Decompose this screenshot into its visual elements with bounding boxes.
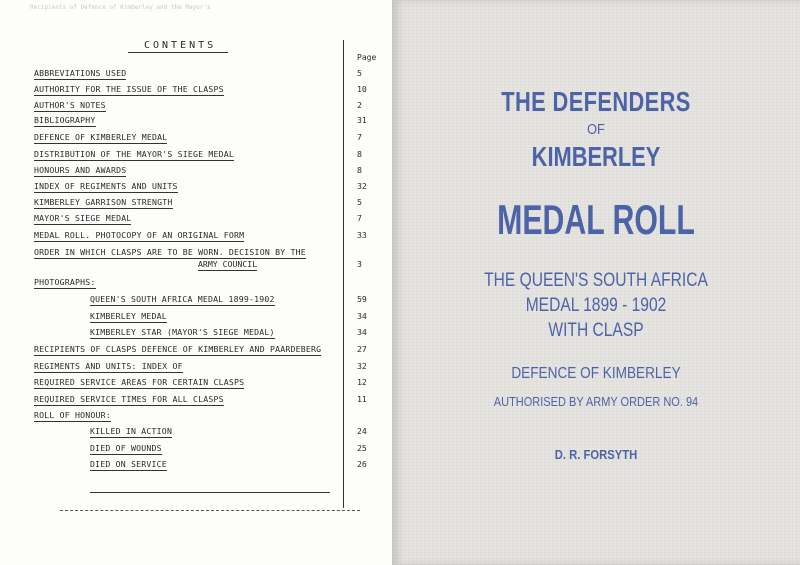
contents-entry-page: 7 [357, 213, 362, 223]
contents-row [0, 344, 392, 358]
cover-main-title: MEDAL ROLL [497, 196, 695, 243]
contents-entry-page: 27 [357, 344, 367, 354]
contents-entry-page: 24 [357, 426, 367, 436]
contents-entry-label: KIMBERLEY STAR (MAYOR'S SIEGE MEDAL) [90, 327, 275, 337]
contents-entry-page: 33 [357, 230, 367, 240]
faint-header-text: Recipients of Defence of Kimberley and the Mayor's [30, 4, 211, 11]
contents-entry-label: RECIPIENTS OF CLASPS DEFENCE OF KIMBERLEY AND PAARDEBERG [34, 344, 322, 354]
contents-entry-page: 10 [357, 84, 367, 94]
contents-row [0, 443, 392, 457]
contents-row [0, 84, 392, 98]
contents-entry-page: 25 [357, 443, 367, 453]
contents-entry-label: BIBLIOGRAPHY [34, 115, 96, 125]
contents-entry-label: REQUIRED SERVICE AREAS FOR CERTAIN CLASPS [34, 377, 245, 387]
contents-entry-label: DEFENCE OF KIMBERLEY MEDAL [34, 132, 168, 142]
bottom-rule-dashed [60, 510, 360, 511]
contents-row [0, 100, 392, 114]
contents-entry-page: 32 [357, 181, 367, 191]
contents-row [0, 311, 392, 325]
contents-entry-label: REQUIRED SERVICE TIMES FOR ALL CLASPS [34, 394, 224, 404]
cover-subtitle-line3: WITH CLASP [548, 320, 644, 341]
contents-entry-label: HONOURS AND AWARDS [34, 165, 127, 175]
contents-title: CONTENTS [144, 40, 217, 51]
contents-row [0, 115, 392, 129]
contents-entry-label: DIED OF WOUNDS [90, 443, 162, 453]
contents-row [0, 459, 392, 473]
cover-subtitle [429, 268, 764, 343]
contents-row [0, 377, 392, 391]
contents-entry-page: 31 [357, 115, 367, 125]
contents-entry-label: INDEX OF REGIMENTS AND UNITS [34, 181, 178, 191]
contents-entry-page: 32 [357, 361, 367, 371]
contents-row [0, 361, 392, 375]
contents-entry-label: PHOTOGRAPHS: [34, 277, 96, 287]
cover-author: D. R. FORSYTH [554, 448, 638, 462]
contents-row [0, 247, 392, 269]
contents-row [0, 197, 392, 211]
contents-row [0, 165, 392, 179]
cover-authorised: AUTHORISED BY ARMY ORDER NO. 94 [493, 395, 699, 409]
contents-entry-page: 3 [357, 259, 362, 269]
contents-entry-label: DISTRIBUTION OF THE MAYOR'S SIEGE MEDAL [34, 149, 235, 159]
contents-row [0, 410, 392, 424]
contents-entry-label: AUTHORITY FOR THE ISSUE OF THE CLASPS [34, 84, 224, 94]
contents-entry-page: 34 [357, 327, 367, 337]
contents-entry-page: 59 [357, 294, 367, 304]
contents-entry-label: REGIMENTS AND UNITS: INDEX OF [34, 361, 183, 371]
bottom-rule [90, 492, 330, 493]
cover-title-of: OF [587, 121, 605, 138]
cover-subtitle-line1: THE QUEEN'S SOUTH AFRICA [484, 270, 708, 291]
contents-row [0, 327, 392, 341]
contents-row [0, 181, 392, 195]
contents-entry-label: KILLED IN ACTION [90, 426, 173, 436]
contents-row [0, 132, 392, 146]
contents-entry-page: 5 [357, 197, 362, 207]
cover-subtitle-line2: MEDAL 1899 - 1902 [525, 295, 667, 316]
cover-title-defenders: THE DEFENDERS [501, 86, 691, 117]
contents-entry-label: AUTHOR'S NOTES [34, 100, 106, 110]
contents-page [0, 0, 392, 565]
contents-entry-page: 8 [357, 165, 362, 175]
contents-row [0, 68, 392, 82]
cover-defence: DEFENCE OF KIMBERLEY [511, 365, 681, 382]
contents-entry-label: ABBREVIATIONS USED [34, 68, 127, 78]
contents-entry-page: 7 [357, 132, 362, 142]
contents-row [0, 213, 392, 227]
contents-row [0, 230, 392, 244]
title-underline [128, 52, 228, 53]
contents-entry-label: ROLL OF HONOUR: [34, 410, 111, 420]
contents-entry-page: 34 [357, 311, 367, 321]
contents-entry-label: KIMBERLEY GARRISON STRENGTH [34, 197, 173, 207]
contents-entry-label: QUEEN'S SOUTH AFRICA MEDAL 1899-1902 [90, 294, 275, 304]
contents-entry-page: 5 [357, 68, 362, 78]
contents-entry-label: MEDAL ROLL. PHOTOCOPY OF AN ORIGINAL FORM [34, 230, 245, 240]
contents-entry-page: 12 [357, 377, 367, 387]
page-column-header: Page [357, 53, 377, 62]
contents-entry-page: 8 [357, 149, 362, 159]
contents-row [0, 426, 392, 440]
book-cover [392, 0, 800, 565]
contents-row [0, 277, 392, 291]
contents-entry-label: ORDER IN WHICH CLASPS ARE TO BE WORN. DECISION BY THE [34, 247, 306, 257]
contents-entry-label: MAYOR'S SIEGE MEDAL [34, 213, 132, 223]
cover-title-kimberley: KIMBERLEY [531, 141, 661, 172]
contents-entry-page: 2 [357, 100, 362, 110]
contents-row [0, 394, 392, 408]
contents-row [0, 149, 392, 163]
contents-entry-page: 26 [357, 459, 367, 469]
contents-entry-label: KIMBERLEY MEDAL [90, 311, 167, 321]
contents-entry-page: 11 [357, 394, 367, 404]
contents-entry-label: DIED ON SERVICE [90, 459, 167, 469]
contents-row [0, 294, 392, 308]
contents-entry-continuation: ARMY COUNCIL [198, 259, 258, 269]
